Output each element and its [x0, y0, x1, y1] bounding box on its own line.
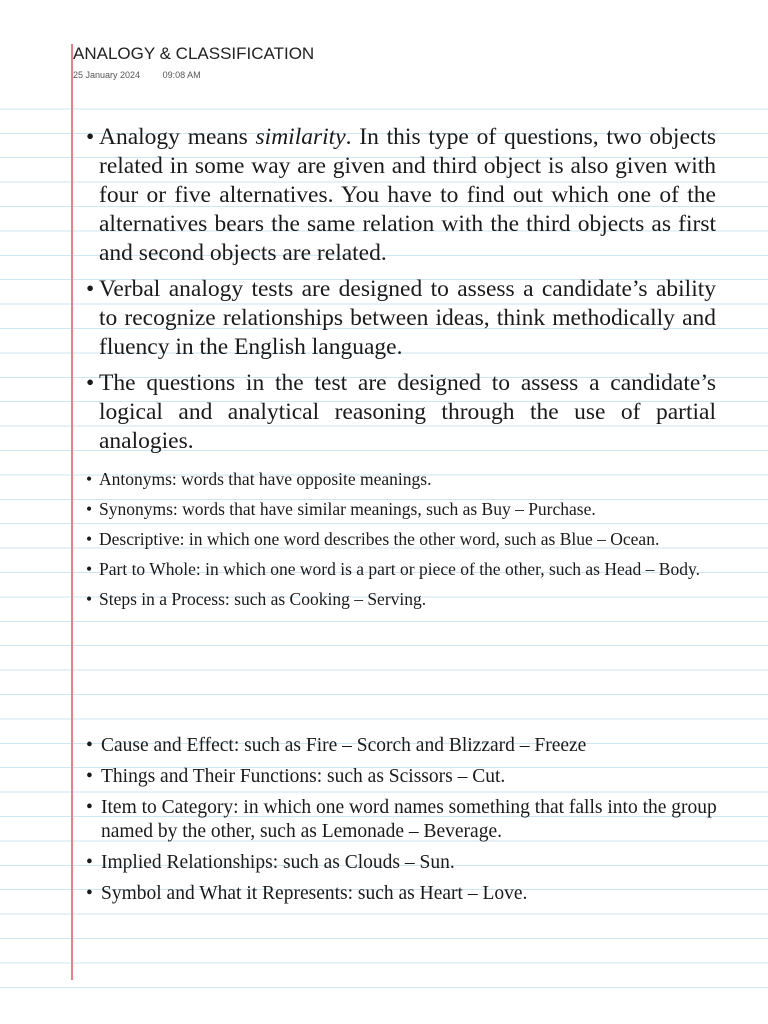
emphasis-text: similarity — [255, 124, 346, 150]
item-text: The questions in the test are designed to assess a candidate’s logical and analytical reasoning through the use of partial analogies. — [99, 370, 716, 454]
page-meta — [73, 70, 201, 80]
item-text-end: . In this type of questions, two objects related in some way are given and third object is also given with four or five alternatives. You have to find out which one of the alternatives bears the same relation with the third objects as first and second objects are related. — [99, 124, 716, 266]
list-item[interactable] — [86, 588, 726, 610]
bullet-icon: • — [86, 499, 93, 519]
list-item[interactable] — [86, 123, 716, 268]
analogy-types-list-1 — [86, 468, 726, 618]
list-item[interactable] — [86, 851, 746, 875]
bullet-icon: • — [86, 276, 95, 302]
item-text-start: Analogy means — [99, 124, 256, 150]
list-item[interactable] — [86, 882, 746, 906]
item-text: Steps in a Process: such as Cooking – Serving. — [99, 589, 427, 609]
bullet-icon: • — [86, 883, 93, 904]
item-text: Implied Relationships: such as Clouds – Sun. — [101, 852, 455, 873]
bullet-icon: • — [86, 124, 95, 150]
list-item[interactable] — [86, 275, 716, 362]
item-text: Part to Whole: in which one word is a part or piece of the other, such as Head – Body. — [99, 559, 700, 579]
list-item[interactable] — [86, 734, 746, 758]
page-title[interactable]: ANALOGY & CLASSIFICATION — [73, 44, 315, 63]
item-text: Descriptive: in which one word describes the other word, such as Blue – Ocean. — [99, 529, 660, 549]
item-text: Things and Their Functions: such as Scissors – Cut. — [101, 766, 506, 787]
page-date: 25 January 2024 — [73, 70, 141, 80]
list-item[interactable] — [86, 369, 716, 456]
list-item[interactable] — [86, 796, 746, 844]
list-item[interactable] — [86, 498, 726, 520]
list-item[interactable] — [86, 558, 726, 580]
item-text: Symbol and What it Represents: such as Heart – Love. — [101, 883, 528, 904]
bullet-icon: • — [86, 766, 93, 787]
item-text: Verbal analogy tests are designed to assess a candidate’s ability to recognize relationships between ideas, think methodically and fluency in the English language. — [99, 276, 716, 360]
item-text: Cause and Effect: such as Fire – Scorch and Blizzard – Freeze — [101, 735, 587, 756]
item-text: Synonyms: words that have similar meanings, such as Buy – Purchase. — [99, 499, 596, 519]
list-item[interactable] — [86, 468, 726, 490]
bullet-icon: • — [86, 852, 93, 873]
list-item[interactable] — [86, 765, 746, 789]
definition-list — [86, 123, 716, 463]
list-item[interactable] — [86, 528, 726, 550]
bullet-icon: • — [86, 797, 93, 818]
bullet-icon: • — [86, 735, 93, 756]
bullet-icon: • — [86, 529, 93, 549]
bullet-icon: • — [86, 589, 93, 609]
analogy-types-list-2 — [86, 734, 746, 913]
bullet-icon: • — [86, 370, 95, 396]
bullet-icon: • — [86, 469, 93, 489]
item-text: Item to Category: in which one word names something that falls into the group named by the other, such as Lemonade – Beverage. — [101, 797, 717, 842]
margin-line — [71, 44, 73, 980]
page-time: 09:08 AM — [162, 70, 201, 80]
bullet-icon: • — [86, 559, 93, 579]
item-text: Antonyms: words that have opposite meanings. — [99, 469, 432, 489]
